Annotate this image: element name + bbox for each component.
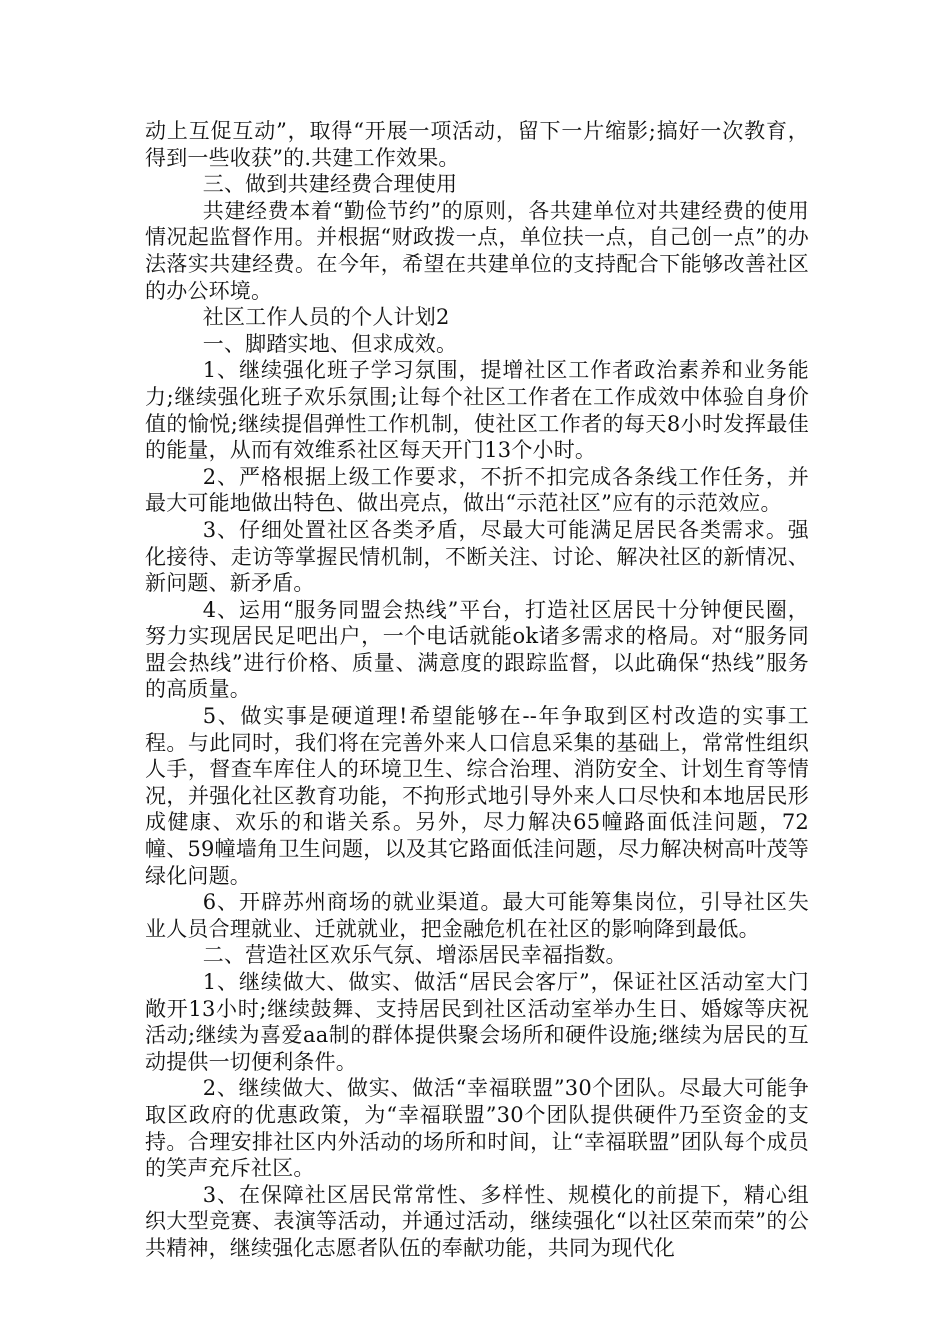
paragraph-item-3: 3、仔细处置社区各类矛盾，尽最大可能满足居民各类需求。强化接待、走访等掌握民情机制，不断关注、讨论、解决社区的新情况、新问题、新矛盾。 — [145, 517, 809, 596]
document-body — [145, 118, 809, 1262]
paragraph-funding: 共建经费本着“勤俭节约”的原则，各共建单位对共建经费的使用情况起监督作用。并根据“财政拨一点，单位扶一点，自己创一点”的办法落实共建经费。在今年，希望在共建单位的支持配合下能够改善社区的办公环境。 — [145, 198, 809, 303]
section-heading-three: 三、做到共建经费合理使用 — [202, 172, 458, 197]
paragraph-item-5: 5、做实事是硬道理!希望能够在--年争取到区村改造的实事工程。与此同时，我们将在完善外来人口信息采集的基础上，常常性组织人手，督查车库住人的环境卫生、综合治理、消防安全、计划生育等情况，并强化社区教育功能，不拘形式地引导外来人口尽快和本地居民形成健康、欢乐的和谐关系。另外，尽力解决65幢路面低洼问题，72幢、59幢墙角卫生问题，以及其它路面低洼问题，尽力解决树高叶茂等绿化问题。 — [145, 704, 809, 888]
paragraph-sub-item-3: 3、在保障社区居民常常性、多样性、规模化的前提下，精心组织大型竞赛、表演等活动，并通过活动，继续强化“以社区荣而荣”的公共精神，继续强化志愿者队伍的奉献功能，共同为现代化 — [145, 1182, 809, 1260]
paragraph-continuation: 动上互促互动”，取得“开展一项活动，留下一片缩影;搞好一次教育，得到一些收获”的.共建工作效果。 — [145, 119, 809, 170]
paragraph-sub-item-1: 1、继续做大、做实、做活“居民会客厅”，保证社区活动室大门敞开13小时;继续鼓舞、支持居民到社区活动室举办生日、婚嫁等庆祝活动;继续为喜爱aa制的群体提供聚会场所和硬件设施;继续为居民的互动提供一切便利条件。 — [145, 970, 809, 1074]
paragraph-item-4: 4、运用“服务同盟会热线”平台，打造社区居民十分钟便民圈，努力实现居民足吧出户，一个电话就能ok诸多需求的格局。对“服务同盟会热线”进行价格、质量、满意度的跟踪监督，以此确保“热线”服务的高质量。 — [145, 597, 809, 702]
section-heading-two: 二、营造社区欢乐气氛、增添居民幸福指数。 — [202, 943, 627, 968]
paragraph-item-6: 6、开辟苏州商场的就业渠道。最大可能筹集岗位，引导社区失业人员合理就业、迁就就业，把金融危机在社区的影响降到最低。 — [145, 890, 809, 941]
paragraph-sub-item-2: 2、继续做大、做实、做活“幸福联盟”30个团队。尽最大可能争取区政府的优惠政策，为“幸福联盟”30个团队提供硬件乃至资金的支持。合理安排社区内外活动的场所和时间，让“幸福联盟”团队每个成员的笑声充斥社区。 — [145, 1076, 809, 1181]
section-heading-one: 一、脚踏实地、但求成效。 — [202, 331, 458, 356]
document-title-plan-2: 社区工作人员的个人计划2 — [202, 305, 450, 330]
paragraph-item-2: 2、严格根据上级工作要求，不折不扣完成各条线工作任务，并最大可能地做出特色、做出亮点，做出“示范社区”应有的示范效应。 — [145, 464, 809, 516]
paragraph-item-1: 1、继续强化班子学习氛围，提增社区工作者政治素养和业务能力;继续强化班子欢乐氛围;让每个社区工作者在工作成效中体验自身价值的愉悦;继续提倡弹性工作机制，使社区工作者的每天8小时发挥最佳的能量，从而有效维系社区每天开门13个小时。 — [145, 358, 809, 463]
